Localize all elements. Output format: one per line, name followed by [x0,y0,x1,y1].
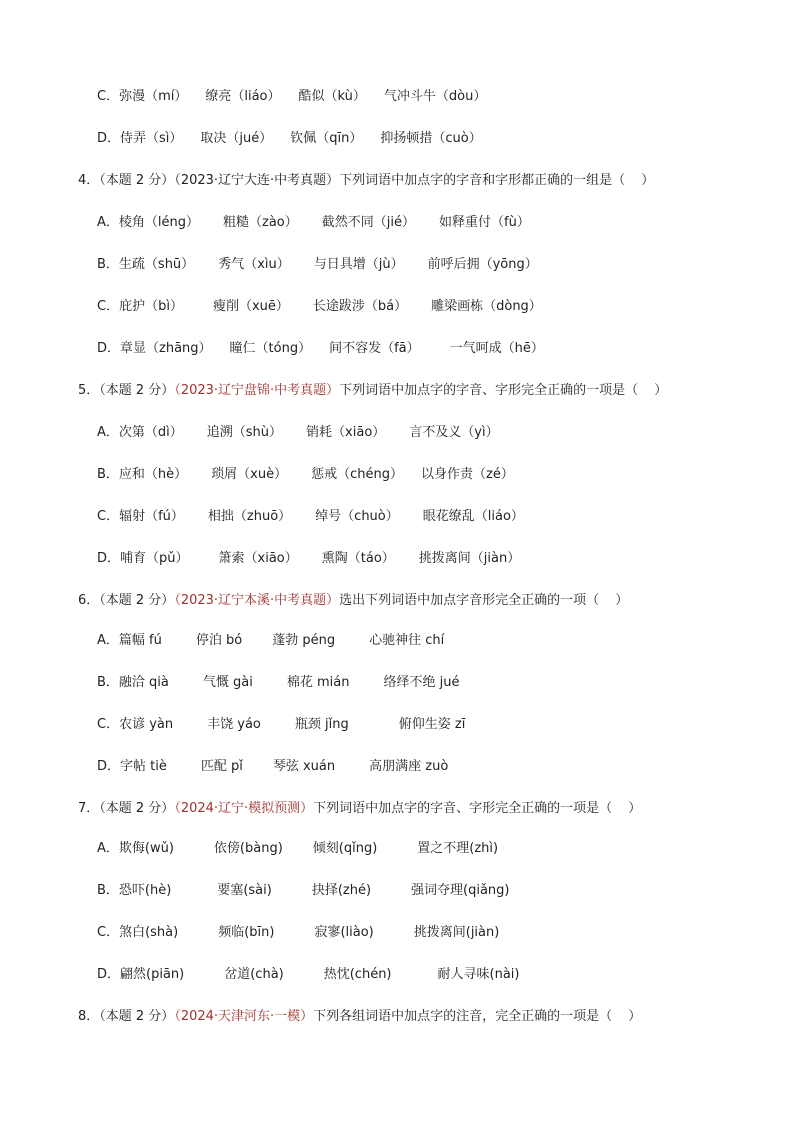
answer-option [97,840,498,858]
question-paren-close: ） [641,173,655,188]
option-term: 气冲斗牛（dòu） [383,89,487,104]
option-label: D． [97,551,121,566]
question-paren-close: ） [654,383,668,398]
option-term: 雕梁画栋（dòng） [431,299,542,314]
option-term: 琴弦 xuán [272,759,336,774]
option-term: 寂寥(liào) [314,925,374,940]
question-stem [78,382,667,400]
question-number: 4．（本题 2 分） [78,173,175,188]
option-term: 农谚 yàn [119,717,174,732]
question-number: 6．（本题 2 分） [78,593,175,608]
option-label: A． [97,425,119,440]
option-label: A． [97,633,119,648]
option-term: 停泊 bó [195,633,243,648]
option-term: 箫索（xiāo） [218,551,298,566]
option-label: D． [97,341,121,356]
option-term: 琐屑（xuè） [211,467,288,482]
answer-option [97,508,524,526]
answer-option [97,674,459,692]
option-label: A． [97,215,119,230]
option-term: 棉花 mián [286,675,350,690]
option-label: C． [97,925,120,940]
option-term: 要塞(sài) [217,883,272,898]
question-source: （2024·天津河东·一模） [174,1009,314,1024]
option-label: C． [97,509,120,524]
answer-option [97,466,514,484]
option-term: 融洽 qià [118,675,169,690]
answer-option [97,632,444,650]
question-source: （2024·辽宁·模拟预测） [174,801,314,816]
answer-option [97,130,482,148]
option-term: 欺侮(wǔ) [118,841,174,856]
option-term: 侍弄（sì） [120,131,183,146]
question-text: 下列各组词语中加点字的注音，完全正确的一项是（ [313,1009,613,1024]
answer-option [97,716,465,734]
option-term: 相拙（zhuō） [207,509,292,524]
option-term: 以身作责（zé） [421,467,514,482]
question-stem [78,172,654,190]
option-term: 间不容发（fā） [329,341,420,356]
option-term: 恐吓(hè) [118,883,172,898]
answer-option [97,758,448,776]
option-term: 追溯（shù） [206,425,283,440]
option-term: 粗糙（zào） [223,215,298,230]
question-text: 选出下列词语中加点字音形完全正确的一项（ [339,593,600,608]
option-label: A． [97,841,119,856]
option-term: 丰饶 yáo [207,717,261,732]
option-term: 抑扬顿措（cuò） [380,131,482,146]
question-text: 下列词语中加点字的字音、字形完全正确的一项是（ [339,383,639,398]
option-term: 截然不同（jié） [321,215,415,230]
option-term: 应和（hè） [118,467,188,482]
option-term: 秀气（xìu） [218,257,290,272]
option-term: 翩然(piān) [120,967,185,982]
option-term: 气慨 gài [202,675,253,690]
option-term: 弥漫（mí） [119,89,188,104]
option-label: B． [97,883,119,898]
answer-option [97,256,538,274]
option-term: 挑拨离间（jiàn） [418,551,521,566]
answer-option [97,214,530,232]
option-term: 次第（dì） [118,425,183,440]
option-term: 长途跋涉（bá） [312,299,408,314]
option-term: 频临(bīn) [218,925,275,940]
answer-option [97,88,486,106]
option-term: 依傍(bàng) [213,841,283,856]
question-stem [78,800,641,818]
option-term: 缭亮（liáo） [205,89,281,104]
option-term: 瓶颈 jǐng [294,717,349,732]
option-term: 俯仰生姿 zī [398,717,466,732]
answer-option [97,340,544,358]
option-term: 前呼后拥（yōng） [427,257,538,272]
option-term: 瞳仁（tóng） [229,341,312,356]
option-term: 章显（zhāng） [120,341,212,356]
option-term: 如释重付（fù） [439,215,530,230]
answer-option [97,424,499,442]
question-source: （2023·辽宁盘锦·中考真题） [174,383,340,398]
question-number: 7．（本题 2 分） [78,801,175,816]
option-term: 高朋满座 zuò [369,759,449,774]
question-text: 下列词语中加点字的字音、字形完全正确的一项是（ [313,801,613,816]
option-label: C． [97,717,120,732]
option-label: B． [97,675,119,690]
option-term: 络绎不绝 jué [383,675,460,690]
option-label: B． [97,467,119,482]
option-term: 酷似（kù） [298,89,366,104]
option-term: 耐人寻味(nài) [437,967,520,982]
question-source: （2023·辽宁本溪·中考真题） [174,593,340,608]
answer-option [97,882,510,900]
answer-option [97,966,519,984]
option-term: 庇护（bì） [119,299,183,314]
option-term: 言不及义（yì） [409,425,499,440]
question-text: 下列词语中加点字的字音和字形都正确的一组是（ [339,173,626,188]
option-term: 绰号（chuò） [315,509,399,524]
option-label: D． [97,131,121,146]
option-term: 挑拨离间(jiàn) [413,925,500,940]
option-term: 热忱(chén) [323,967,392,982]
answer-option [97,924,499,942]
option-term: 生疏（shū） [118,257,195,272]
option-term: 取决（jué） [200,131,273,146]
option-term: 煞白(shà) [119,925,179,940]
question-paren-close: ） [615,593,629,608]
option-term: 辐射（fú） [119,509,184,524]
option-term: 销耗（xiāo） [306,425,386,440]
answer-option [97,298,542,316]
option-label: B． [97,257,119,272]
question-paren-close: ） [628,801,642,816]
option-term: 蓬勃 péng [272,633,336,648]
option-label: D． [97,967,121,982]
question-paren-close: ） [628,1009,642,1024]
option-label: C． [97,89,120,104]
question-stem [78,1008,641,1026]
option-term: 瘦削（xuē） [212,299,289,314]
option-term: 抉择(zhé) [311,883,372,898]
option-term: 强词夺理(qiǎng) [411,883,510,898]
question-number: 8．（本题 2 分） [78,1009,175,1024]
option-label: C． [97,299,120,314]
option-term: 眼花缭乱（liáo） [422,509,524,524]
option-term: 倾刻(qǐng) [312,841,378,856]
option-term: 熏陶（táo） [321,551,395,566]
option-term: 哺育（pǔ） [120,551,189,566]
option-term: 棱角（léng） [118,215,200,230]
option-term: 心驰神往 chí [369,633,445,648]
question-number: 5．（本题 2 分） [78,383,175,398]
option-term: 字帖 tiè [120,759,167,774]
option-label: D． [97,759,121,774]
answer-option [97,550,520,568]
option-term: 与日具增（jù） [313,257,404,272]
option-term: 置之不理(zhì) [417,841,499,856]
option-term: 匹配 pǐ [200,759,243,774]
option-term: 一气呵成（hē） [449,341,544,356]
option-term: 岔道(chà) [224,967,284,982]
question-stem [78,592,628,610]
question-source: （2023·辽宁大连·中考真题） [174,173,340,188]
option-term: 惩戒（chéng） [311,467,403,482]
option-term: 篇幅 fú [118,633,162,648]
option-term: 钦佩（qīn） [290,131,363,146]
